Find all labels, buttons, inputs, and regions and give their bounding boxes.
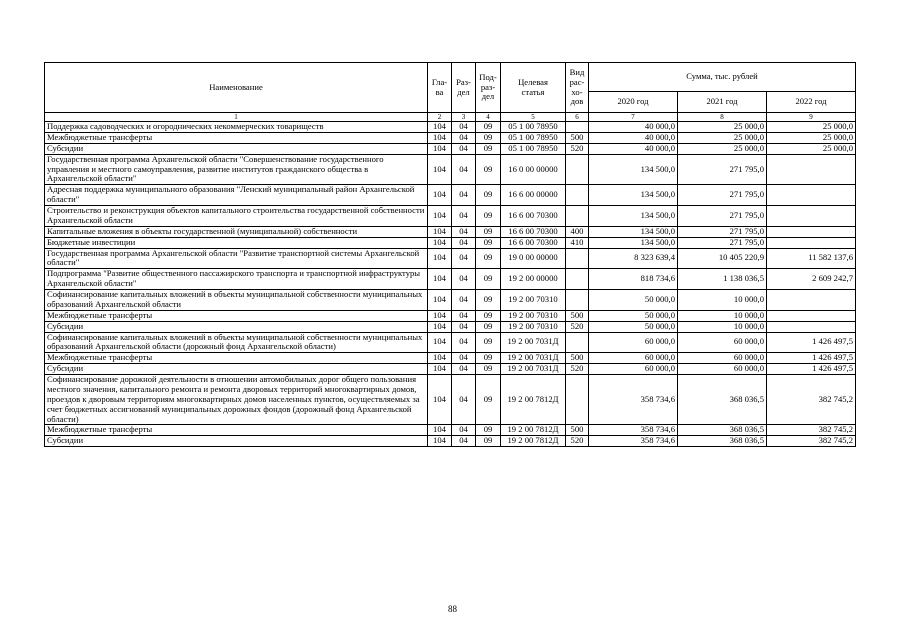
row-glava: 104 bbox=[428, 364, 452, 375]
row-razdel: 04 bbox=[452, 226, 476, 237]
table-row bbox=[45, 154, 856, 185]
row-glava: 104 bbox=[428, 154, 452, 185]
row-glava: 104 bbox=[428, 269, 452, 290]
row-target: 19 2 00 7812Д bbox=[501, 425, 566, 436]
table-row bbox=[45, 364, 856, 375]
header-razdel: Раз- дел bbox=[452, 63, 476, 113]
table-row bbox=[45, 310, 856, 321]
row-sum-2022: 382 745,2 bbox=[767, 436, 856, 447]
row-sum-2021: 271 795,0 bbox=[678, 226, 767, 237]
row-name: Субсидии bbox=[45, 436, 428, 447]
table-row bbox=[45, 248, 856, 269]
row-sum-2020: 50 000,0 bbox=[589, 310, 678, 321]
header-row-1 bbox=[45, 63, 856, 92]
col-index: 1 bbox=[45, 113, 428, 122]
row-sum-2020: 60 000,0 bbox=[589, 353, 678, 364]
budget-table bbox=[44, 62, 856, 447]
row-razdel: 04 bbox=[452, 436, 476, 447]
row-glava: 104 bbox=[428, 436, 452, 447]
row-target: 19 2 00 7812Д bbox=[501, 436, 566, 447]
header-sum: Сумма, тыс. рублей bbox=[589, 63, 856, 92]
row-glava: 104 bbox=[428, 332, 452, 353]
row-sum-2022: 382 745,2 bbox=[767, 375, 856, 425]
row-sum-2020: 134 500,0 bbox=[589, 226, 678, 237]
row-name: Софинансирование капитальных вложений в объекты муниципальной собственности муниципальных образований Архангельской области bbox=[45, 290, 428, 311]
row-glava: 104 bbox=[428, 237, 452, 248]
row-target: 16 0 00 00000 bbox=[501, 154, 566, 185]
col-index: 4 bbox=[476, 113, 501, 122]
row-sum-2022: 11 582 137,6 bbox=[767, 248, 856, 269]
row-sum-2022 bbox=[767, 290, 856, 311]
row-sum-2021: 271 795,0 bbox=[678, 185, 767, 206]
row-podrazdel: 09 bbox=[476, 132, 501, 143]
row-target: 16 6 00 00000 bbox=[501, 185, 566, 206]
table-row bbox=[45, 436, 856, 447]
table-row bbox=[45, 122, 856, 133]
row-podrazdel: 09 bbox=[476, 269, 501, 290]
row-vid bbox=[566, 269, 589, 290]
table-row bbox=[45, 290, 856, 311]
col-index: 3 bbox=[452, 113, 476, 122]
header-name: Наименование bbox=[45, 63, 428, 113]
table-row bbox=[45, 321, 856, 332]
row-target: 16 6 00 70300 bbox=[501, 237, 566, 248]
row-sum-2020: 358 734,6 bbox=[589, 375, 678, 425]
row-sum-2022: 1 426 497,5 bbox=[767, 364, 856, 375]
row-vid bbox=[566, 206, 589, 227]
row-name: Поддержка садоводческих и огороднических некоммерческих товариществ bbox=[45, 122, 428, 133]
row-vid: 500 bbox=[566, 132, 589, 143]
row-podrazdel: 09 bbox=[476, 290, 501, 311]
row-sum-2021: 10 405 220,9 bbox=[678, 248, 767, 269]
row-vid: 520 bbox=[566, 364, 589, 375]
row-target: 19 2 00 7031Д bbox=[501, 353, 566, 364]
row-target: 16 6 00 70300 bbox=[501, 206, 566, 227]
row-glava: 104 bbox=[428, 425, 452, 436]
table-row bbox=[45, 375, 856, 425]
col-index: 6 bbox=[566, 113, 589, 122]
row-sum-2022: 25 000,0 bbox=[767, 143, 856, 154]
row-razdel: 04 bbox=[452, 206, 476, 227]
row-target: 16 6 00 70300 bbox=[501, 226, 566, 237]
header-2020: 2020 год bbox=[589, 92, 678, 113]
row-sum-2021: 368 036,5 bbox=[678, 375, 767, 425]
page-number: 88 bbox=[448, 604, 457, 614]
row-razdel: 04 bbox=[452, 353, 476, 364]
row-name: Софинансирование капитальных вложений в объекты муниципальной собственности муниципальных образований Архангельской области (дорожный фонд Архангельской области) bbox=[45, 332, 428, 353]
row-glava: 104 bbox=[428, 353, 452, 364]
row-vid bbox=[566, 332, 589, 353]
table-row bbox=[45, 425, 856, 436]
col-index: 8 bbox=[678, 113, 767, 122]
col-index: 2 bbox=[428, 113, 452, 122]
row-sum-2021: 60 000,0 bbox=[678, 364, 767, 375]
row-razdel: 04 bbox=[452, 154, 476, 185]
row-target: 19 2 00 70310 bbox=[501, 321, 566, 332]
row-vid bbox=[566, 375, 589, 425]
row-sum-2021: 271 795,0 bbox=[678, 237, 767, 248]
row-podrazdel: 09 bbox=[476, 248, 501, 269]
row-name: Государственная программа Архангельской области "Совершенствование государственного управления и местного самоуправления, развитие институтов гражданского общества в Архангельской области" bbox=[45, 154, 428, 185]
row-vid: 410 bbox=[566, 237, 589, 248]
row-vid bbox=[566, 185, 589, 206]
header-vid: Вид рас- хо- дов bbox=[566, 63, 589, 113]
row-glava: 104 bbox=[428, 226, 452, 237]
row-vid: 520 bbox=[566, 436, 589, 447]
row-glava: 104 bbox=[428, 143, 452, 154]
row-sum-2022: 25 000,0 bbox=[767, 132, 856, 143]
header-2021: 2021 год bbox=[678, 92, 767, 113]
row-sum-2021: 25 000,0 bbox=[678, 143, 767, 154]
row-podrazdel: 09 bbox=[476, 206, 501, 227]
row-sum-2021: 1 138 036,5 bbox=[678, 269, 767, 290]
row-name: Адресная поддержка муниципального образования "Ленский муниципальный район Архангельской области" bbox=[45, 185, 428, 206]
row-name: Государственная программа Архангельской области "Развитие транспортной системы Архангельской области" bbox=[45, 248, 428, 269]
row-sum-2022 bbox=[767, 237, 856, 248]
row-sum-2021: 271 795,0 bbox=[678, 206, 767, 227]
row-glava: 104 bbox=[428, 248, 452, 269]
row-sum-2022 bbox=[767, 321, 856, 332]
row-vid: 500 bbox=[566, 353, 589, 364]
row-name: Софинансирование дорожной деятельности в отношении автомобильных дорог общего пользования местного значения, капитального ремонта и ремонта дворовых территорий многоквартирных домов, проездов к дворовым территориям многоквартирных домов населенных пунктов, осуществляемых за счет бюджетных ассигнований муниципальных дорожных фондов (дорожный фонд Архангельской области) bbox=[45, 375, 428, 425]
table-row bbox=[45, 143, 856, 154]
row-sum-2020: 134 500,0 bbox=[589, 154, 678, 185]
row-name: Межбюджетные трансферты bbox=[45, 353, 428, 364]
row-razdel: 04 bbox=[452, 364, 476, 375]
col-index: 7 bbox=[589, 113, 678, 122]
header-glava: Гла- ва bbox=[428, 63, 452, 113]
row-podrazdel: 09 bbox=[476, 143, 501, 154]
row-podrazdel: 09 bbox=[476, 185, 501, 206]
table-row bbox=[45, 185, 856, 206]
row-podrazdel: 09 bbox=[476, 425, 501, 436]
row-sum-2022 bbox=[767, 206, 856, 227]
row-sum-2021: 368 036,5 bbox=[678, 436, 767, 447]
row-podrazdel: 09 bbox=[476, 364, 501, 375]
row-razdel: 04 bbox=[452, 425, 476, 436]
col-index: 5 bbox=[501, 113, 566, 122]
row-name: Межбюджетные трансферты bbox=[45, 132, 428, 143]
row-sum-2022: 25 000,0 bbox=[767, 122, 856, 133]
table-row bbox=[45, 332, 856, 353]
row-podrazdel: 09 bbox=[476, 154, 501, 185]
row-glava: 104 bbox=[428, 185, 452, 206]
row-podrazdel: 09 bbox=[476, 310, 501, 321]
col-index: 9 bbox=[767, 113, 856, 122]
row-name: Бюджетные инвестиции bbox=[45, 237, 428, 248]
row-razdel: 04 bbox=[452, 310, 476, 321]
row-sum-2022: 2 609 242,7 bbox=[767, 269, 856, 290]
row-name: Подпрограмма "Развитие общественного пассажирского транспорта и транспортной инфраструктуры Архангельской области" bbox=[45, 269, 428, 290]
table-row bbox=[45, 237, 856, 248]
row-razdel: 04 bbox=[452, 122, 476, 133]
row-razdel: 04 bbox=[452, 185, 476, 206]
table-row bbox=[45, 226, 856, 237]
row-sum-2020: 60 000,0 bbox=[589, 364, 678, 375]
row-podrazdel: 09 bbox=[476, 122, 501, 133]
row-glava: 104 bbox=[428, 122, 452, 133]
row-target: 05 1 00 78950 bbox=[501, 122, 566, 133]
row-sum-2020: 50 000,0 bbox=[589, 290, 678, 311]
header-podrazdel: Под- раз- дел bbox=[476, 63, 501, 113]
row-sum-2020: 358 734,6 bbox=[589, 425, 678, 436]
row-podrazdel: 09 bbox=[476, 332, 501, 353]
row-sum-2022 bbox=[767, 310, 856, 321]
row-vid bbox=[566, 122, 589, 133]
row-sum-2022: 1 426 497,5 bbox=[767, 353, 856, 364]
row-target: 19 2 00 00000 bbox=[501, 269, 566, 290]
row-target: 19 2 00 7812Д bbox=[501, 375, 566, 425]
row-razdel: 04 bbox=[452, 143, 476, 154]
table-row bbox=[45, 206, 856, 227]
row-razdel: 04 bbox=[452, 132, 476, 143]
row-sum-2021: 60 000,0 bbox=[678, 332, 767, 353]
row-target: 19 2 00 7031Д bbox=[501, 364, 566, 375]
row-target: 05 1 00 78950 bbox=[501, 143, 566, 154]
row-podrazdel: 09 bbox=[476, 375, 501, 425]
row-target: 19 2 00 7031Д bbox=[501, 332, 566, 353]
row-sum-2021: 368 036,5 bbox=[678, 425, 767, 436]
row-sum-2020: 358 734,6 bbox=[589, 436, 678, 447]
row-vid bbox=[566, 248, 589, 269]
header-target: Целевая статья bbox=[501, 63, 566, 113]
row-glava: 104 bbox=[428, 206, 452, 227]
row-glava: 104 bbox=[428, 132, 452, 143]
row-target: 19 2 00 70310 bbox=[501, 290, 566, 311]
row-vid bbox=[566, 154, 589, 185]
row-vid: 500 bbox=[566, 425, 589, 436]
row-sum-2020: 134 500,0 bbox=[589, 185, 678, 206]
row-sum-2020: 8 323 639,4 bbox=[589, 248, 678, 269]
row-target: 19 2 00 70310 bbox=[501, 310, 566, 321]
row-sum-2021: 25 000,0 bbox=[678, 132, 767, 143]
row-sum-2022 bbox=[767, 154, 856, 185]
row-razdel: 04 bbox=[452, 321, 476, 332]
table-row bbox=[45, 132, 856, 143]
row-razdel: 04 bbox=[452, 248, 476, 269]
row-name: Капитальные вложения в объекты государственной (муниципальной) собственности bbox=[45, 226, 428, 237]
row-glava: 104 bbox=[428, 290, 452, 311]
row-sum-2020: 40 000,0 bbox=[589, 132, 678, 143]
row-sum-2020: 40 000,0 bbox=[589, 143, 678, 154]
row-sum-2022: 1 426 497,5 bbox=[767, 332, 856, 353]
row-razdel: 04 bbox=[452, 375, 476, 425]
row-glava: 104 bbox=[428, 375, 452, 425]
row-sum-2022 bbox=[767, 226, 856, 237]
row-sum-2022: 382 745,2 bbox=[767, 425, 856, 436]
row-vid: 400 bbox=[566, 226, 589, 237]
row-glava: 104 bbox=[428, 310, 452, 321]
row-sum-2021: 10 000,0 bbox=[678, 321, 767, 332]
row-vid: 520 bbox=[566, 143, 589, 154]
row-glava: 104 bbox=[428, 321, 452, 332]
row-podrazdel: 09 bbox=[476, 237, 501, 248]
row-sum-2020: 134 500,0 bbox=[589, 237, 678, 248]
row-podrazdel: 09 bbox=[476, 321, 501, 332]
table-row bbox=[45, 353, 856, 364]
row-name: Субсидии bbox=[45, 321, 428, 332]
row-razdel: 04 bbox=[452, 269, 476, 290]
row-name: Субсидии bbox=[45, 143, 428, 154]
row-sum-2020: 818 734,6 bbox=[589, 269, 678, 290]
row-sum-2021: 60 000,0 bbox=[678, 353, 767, 364]
row-vid: 500 bbox=[566, 310, 589, 321]
row-name: Строительство и реконструкция объектов капитального строительства государственной собственности Архангельской области bbox=[45, 206, 428, 227]
row-sum-2020: 134 500,0 bbox=[589, 206, 678, 227]
row-vid bbox=[566, 290, 589, 311]
row-sum-2021: 10 000,0 bbox=[678, 290, 767, 311]
row-sum-2022 bbox=[767, 185, 856, 206]
row-target: 05 1 00 78950 bbox=[501, 132, 566, 143]
row-podrazdel: 09 bbox=[476, 353, 501, 364]
row-podrazdel: 09 bbox=[476, 436, 501, 447]
row-vid: 520 bbox=[566, 321, 589, 332]
row-sum-2020: 40 000,0 bbox=[589, 122, 678, 133]
row-sum-2020: 60 000,0 bbox=[589, 332, 678, 353]
row-name: Межбюджетные трансферты bbox=[45, 425, 428, 436]
row-sum-2021: 25 000,0 bbox=[678, 122, 767, 133]
row-podrazdel: 09 bbox=[476, 226, 501, 237]
row-sum-2021: 271 795,0 bbox=[678, 154, 767, 185]
row-sum-2020: 50 000,0 bbox=[589, 321, 678, 332]
row-razdel: 04 bbox=[452, 332, 476, 353]
header-2022: 2022 год bbox=[767, 92, 856, 113]
row-name: Субсидии bbox=[45, 364, 428, 375]
table-row bbox=[45, 269, 856, 290]
row-sum-2021: 10 000,0 bbox=[678, 310, 767, 321]
row-target: 19 0 00 00000 bbox=[501, 248, 566, 269]
row-name: Межбюджетные трансферты bbox=[45, 310, 428, 321]
row-razdel: 04 bbox=[452, 290, 476, 311]
row-razdel: 04 bbox=[452, 237, 476, 248]
